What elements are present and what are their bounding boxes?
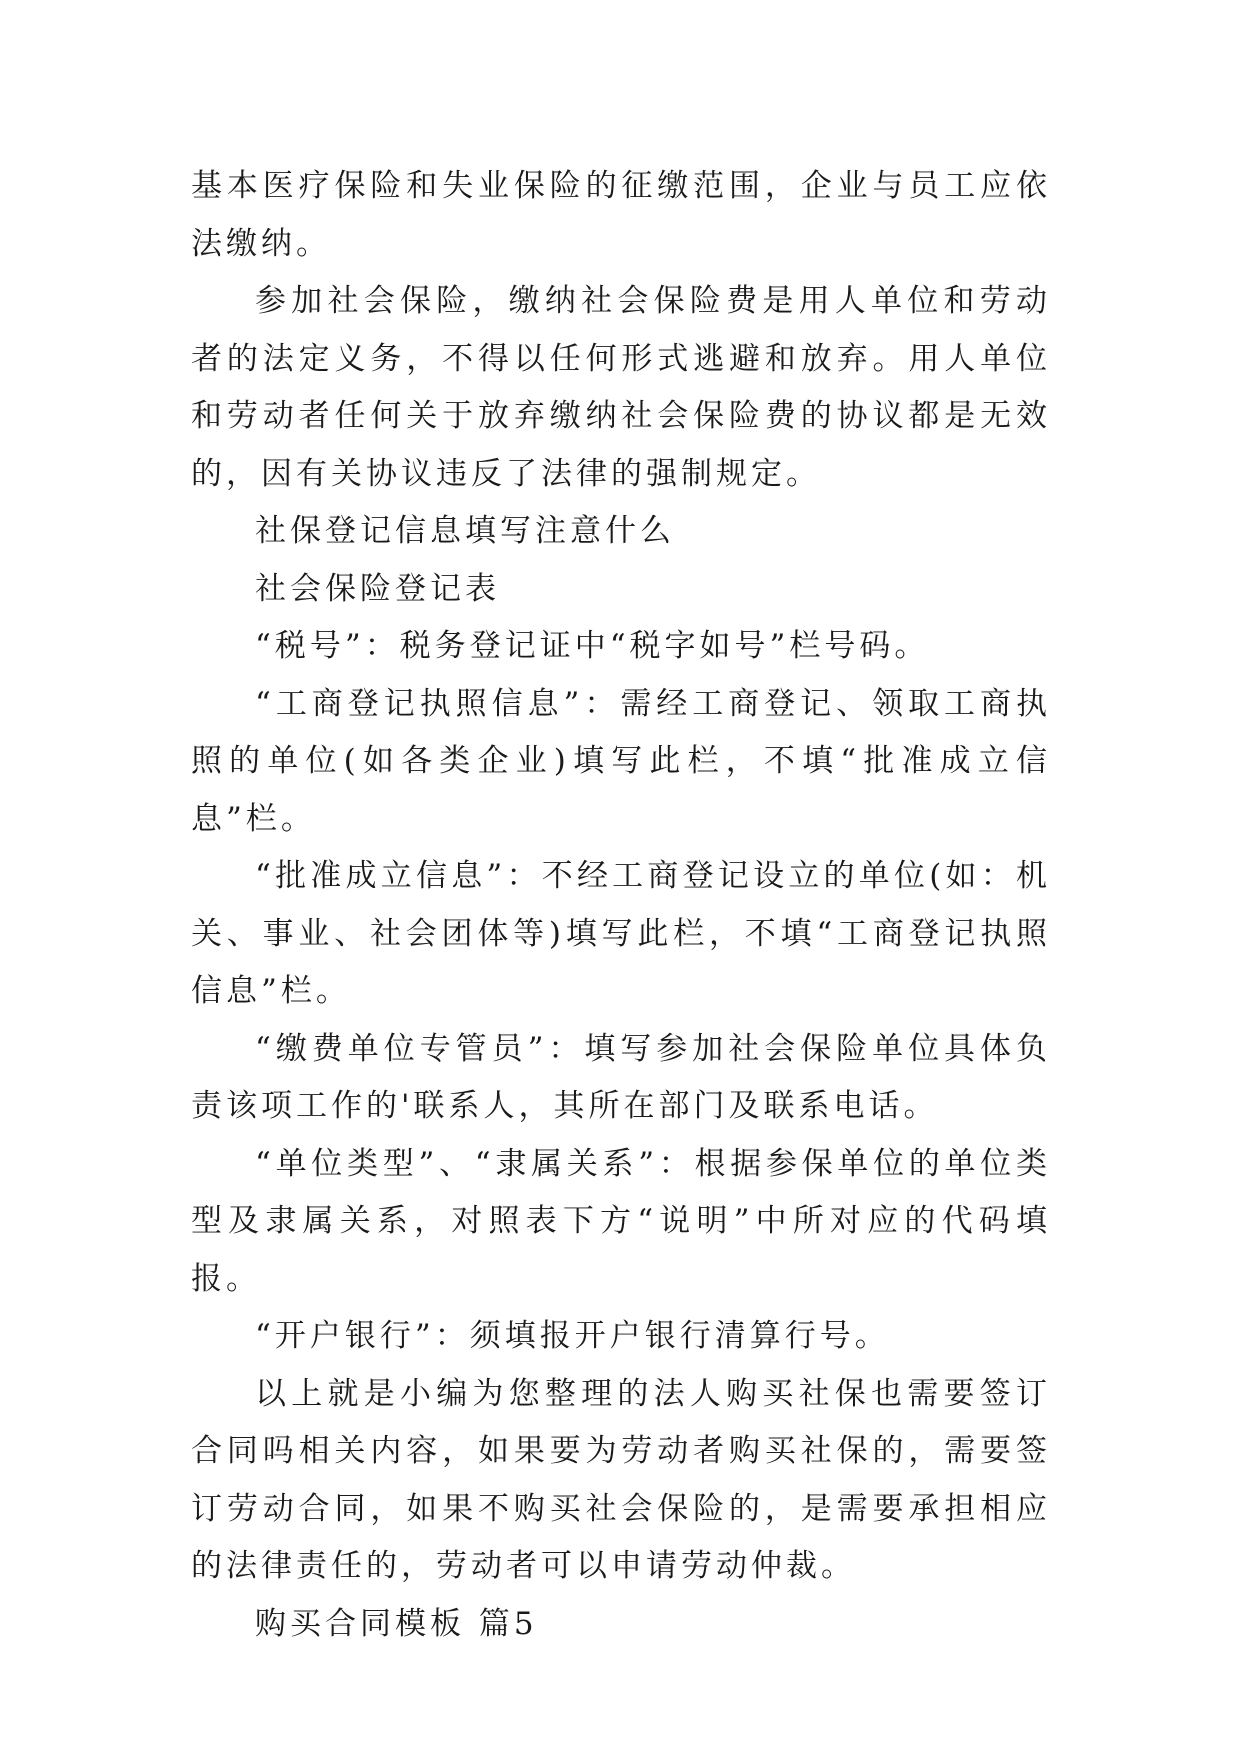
paragraph: 参加社会保险，缴纳社会保险费是用人单位和劳动者的法定义务，不得以任何形式逃避和放弃。用人单位和劳动者任何关于放弃缴纳社会保险费的协议都是无效的，因有关协议违反了法律的强制规定。 [191,283,1051,492]
paragraph: 基本医疗保险和失业保险的征缴范围，企业与员工应依法缴纳。 [191,168,1051,262]
paragraph: “单位类型”、“隶属关系”：根据参保单位的单位类型及隶属关系，对照表下方“说明”中所对应的代码填报。 [191,1145,1051,1297]
section-heading: 社会保险登记表 [255,570,500,607]
paragraph: “批准成立信息”：不经工商登记设立的单位(如：机关、事业、社会团体等)填写此栏，不填“工商登记执照信息”栏。 [191,858,1051,1009]
paragraph: “工商登记执照信息”：需经工商登记、领取工商执照的单位(如各类企业)填写此栏，不填“批准成立信息”栏。 [191,685,1051,837]
document-body [191,158,1051,1653]
section-heading: 购买合同模板 篇5 [255,1605,538,1642]
paragraph: “缴费单位专管员”：填写参加社会保险单位具体负责该项工作的'联系人，其所在部门及联系电话。 [191,1030,1051,1124]
paragraph: “税号”：税务登记证中“税字如号”栏号码。 [255,628,930,664]
paragraph: “开户银行”：须填报开户银行清算行号。 [255,1318,890,1354]
paragraph: 以上就是小编为您整理的法人购买社保也需要签订合同吗相关内容，如果要为劳动者购买社保的，需要签订劳动合同，如果不购买社会保险的，是需要承担相应的法律责任的，劳动者可以申请劳动仲裁。 [191,1375,1051,1584]
section-heading: 社保登记信息填写注意什么 [255,513,675,549]
